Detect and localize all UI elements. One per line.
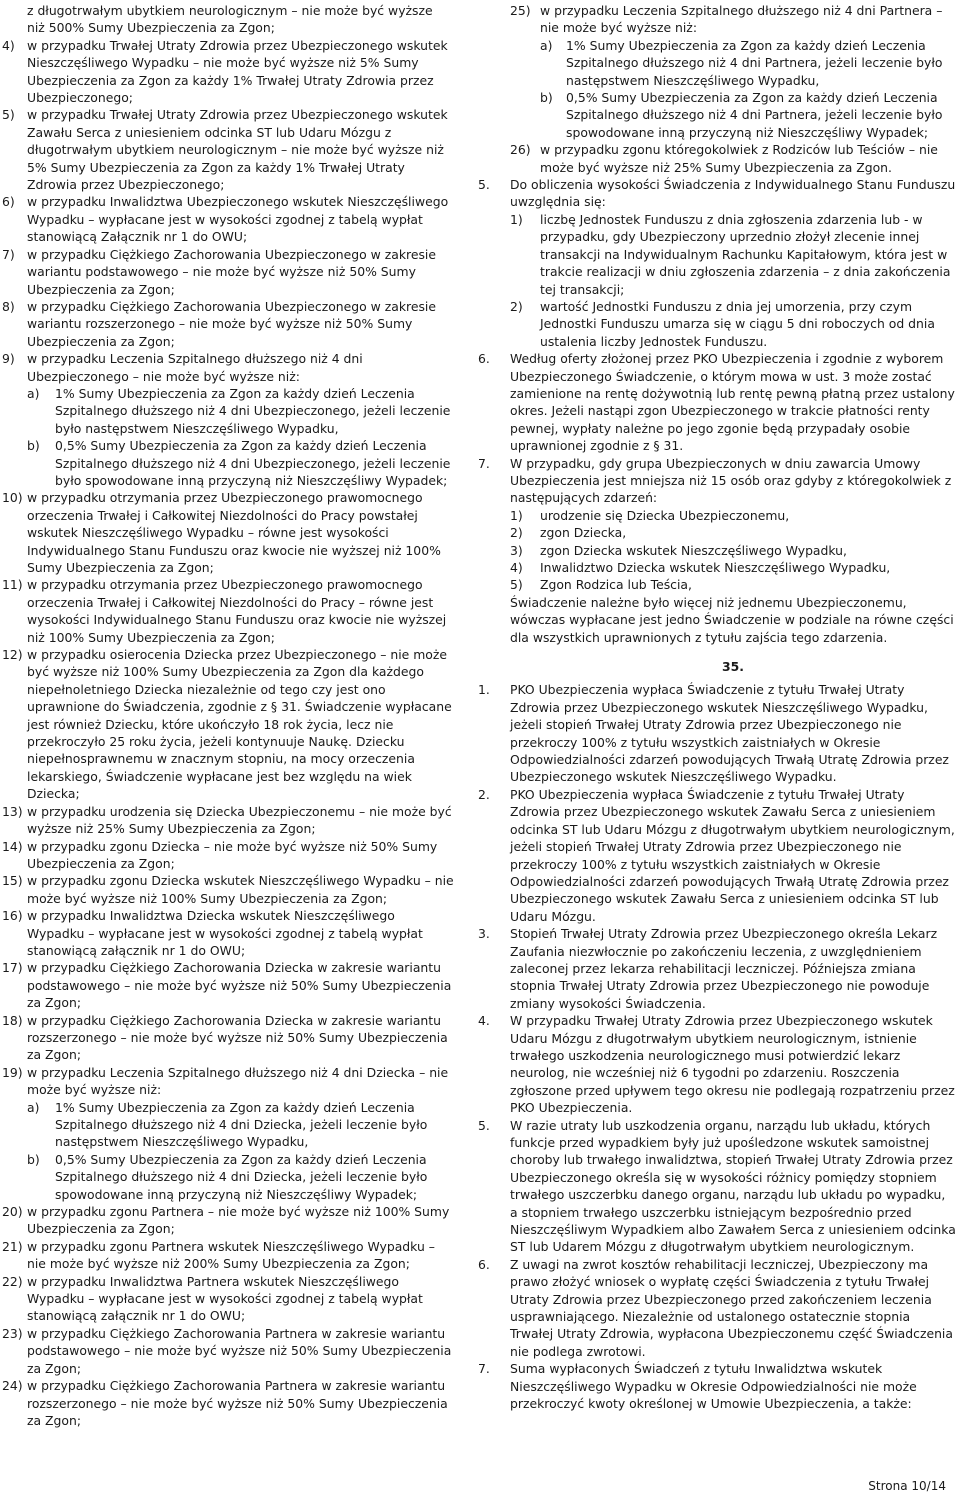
list-item bbox=[2, 489, 454, 576]
item-number: 7. bbox=[478, 1361, 490, 1377]
item-text: w przypadku zgonu Partnera wskutek Nieszczęśliwego Wypadku – nie może być wyższe niż 200% Sumy Ubezpieczenia za Zgon; bbox=[27, 1238, 435, 1272]
item-number: 5. bbox=[478, 1117, 490, 1133]
list-item bbox=[478, 211, 956, 298]
item-number: 1) bbox=[510, 507, 523, 523]
list-item bbox=[478, 176, 956, 211]
item-text: PKO Ubezpieczenia wypłaca Świadczenie z tytułu Trwałej Utraty Zdrowia przez Ubezpieczonego wskutek Nieszczęśliwego Wypadku, jeżeli stopień Trwałej Utraty Zdrowia przez Ubezpieczonego nie przekroczy 100% z tytułu wszystkich zaistniałych w Okresie Odpowiedzialności zdarzeń powodujących Trwałą Utratę Zdrowia przez Ubezpieczonego wskutek Nieszczęśliwego Wypadku. bbox=[510, 682, 949, 785]
item-number: a) bbox=[27, 385, 40, 401]
item-number: 26) bbox=[510, 142, 531, 158]
item-number: 2) bbox=[510, 298, 523, 314]
item-number: 6. bbox=[478, 351, 490, 367]
item-number: 9) bbox=[2, 351, 15, 367]
item-text: w przypadku zgonu któregokolwiek z Rodziców lub Teściów – nie może być wyższe niż 25% Sumy Ubezpieczenia za Zgon. bbox=[540, 142, 938, 175]
item-number: 6. bbox=[478, 1256, 490, 1272]
list-item bbox=[2, 576, 454, 646]
list-item bbox=[478, 576, 956, 593]
item-text: w przypadku Ciężkiego Zachorowania Ubezpieczonego w zakresie wariantu rozszerzonego – nie może być wyższe niż 50% Sumy Ubezpieczenia za Zgon; bbox=[27, 298, 436, 349]
item-number: 11) bbox=[2, 577, 23, 593]
list-item bbox=[2, 1377, 454, 1429]
item-text: w przypadku Ciężkiego Zachorowania Dziecka w zakresie wariantu podstawowego – nie może być wyższe niż 50% Sumy Ubezpieczenia za Zgon; bbox=[27, 960, 452, 1011]
item-number: b) bbox=[27, 438, 40, 454]
list-item bbox=[2, 872, 454, 907]
item-number: 3) bbox=[510, 542, 523, 558]
item-number: 25) bbox=[510, 3, 531, 18]
item-text: zgon Dziecka, bbox=[540, 525, 627, 541]
item-text: Świadczenie należne było więcej niż jednemu Ubezpieczonemu, wówczas wypłacane jest jedno Świadczenie w podziale na równe części dla wszystkich uprawnionych z tytułu zajścia tego zdarzenia. bbox=[510, 594, 954, 645]
item-number: 13) bbox=[2, 803, 23, 819]
list-item bbox=[2, 1151, 454, 1203]
item-number: 12) bbox=[2, 647, 23, 663]
item-number: 23) bbox=[2, 1325, 23, 1341]
item-text: Inwalidztwo Dziecka wskutek Nieszczęśliwego Wypadku, bbox=[540, 560, 891, 575]
list-item bbox=[478, 89, 956, 141]
item-number: 22) bbox=[2, 1273, 23, 1289]
list-item bbox=[478, 925, 956, 1012]
list-item bbox=[478, 455, 956, 507]
item-text: 0,5% Sumy Ubezpieczenia za Zgon za każdy dzień Leczenia Szpitalnego dłuższego niż 4 dni Partnera, jeżeli leczenie było spowodowane inną przyczyną niż Nieszczęśliwy Wypadek; bbox=[566, 90, 943, 140]
item-text: W razie utraty lub uszkodzenia organu, narządu lub układu, których funkcje przed wypadkiem były już upośledzone wskutek samoistnej choroby lub trwałego inwalidztwa, stopień Trwałej Utraty Zdrowia przez Ubezpieczonego określa się w wysokości różnicy pomiędzy stopniem trwałego uszczerbku danego organu, narządu lub układu po wypadku, a stopniem trwałego uszczerbku istniejącym bezpośrednio przed Nieszczęśliwym Wypadkiem albo Zawałem Serca z uniesieniem odcinka ST lub Udarem Mózgu z długotrwałym ubytkiem neurologicznym. bbox=[510, 1117, 956, 1255]
item-text: Według oferty złożonej przez PKO Ubezpieczenia i zgodnie z wyborem Ubezpieczonego Świadczenie, o którym mowa w ust. 3 może zostać zamienione na rentę dożywotnią lub rentę pewną płatną przez ustalony okres. Jeżeli nastąpi zgon Ubezpieczonego w trakcie płatności renty pewnej, wypłaty należne po jego zgonie będą przypadały osobie uprawnionej zgodnie z § 31. bbox=[510, 351, 955, 454]
item-number: 7) bbox=[2, 246, 15, 262]
item-text: Z uwagi na zwrot kosztów rehabilitacji leczniczej, Ubezpieczony ma prawo złożyć wniosek o wypłatę części Świadczenia z tytułu Trwałej Utraty Zdrowia przez Ubezpieczonego przed zakończeniem leczenia usprawniającego. Niezależnie od ustalonego ostatecznie stopnia Trwałej Utraty Zdrowia, wypłacona Ubezpieczonemu część Świadczenia nie podlega zwrotowi. bbox=[510, 1256, 953, 1359]
item-text: liczbę Jednostek Funduszu z dnia zgłoszenia zdarzenia lub - w przypadku, gdy Ubezpieczony uprzednio złożył zlecenie innej transakcji na Indywidualnym Rachunku Kapitałowym, która jest w trakcie realizacji w dniu zgłoszenia zdarzenia – z dnia zakończenia tej transakcji; bbox=[540, 211, 951, 297]
item-text: w przypadku Leczenia Szpitalnego dłuższego niż 4 dni Partnera – nie może być wyższe niż: bbox=[540, 3, 943, 36]
list-item bbox=[478, 786, 956, 925]
item-number: 5) bbox=[510, 577, 523, 593]
item-number: 16) bbox=[2, 908, 23, 924]
item-number: 3. bbox=[478, 926, 490, 942]
item-number: 4. bbox=[478, 1013, 490, 1029]
section-heading: 35. bbox=[722, 659, 744, 675]
item-number: 8) bbox=[2, 298, 15, 314]
list-item bbox=[478, 350, 956, 454]
list-item bbox=[478, 37, 956, 89]
list-item bbox=[2, 1238, 454, 1273]
list-item bbox=[2, 37, 454, 107]
left-column bbox=[2, 2, 454, 1429]
item-text: w przypadku Ciężkiego Zachorowania Ubezpieczonego w zakresie wariantu podstawowego – nie może być wyższe niż 50% Sumy Ubezpieczenia za Zgon; bbox=[27, 246, 436, 297]
list-item bbox=[2, 298, 454, 350]
list-item bbox=[2, 437, 454, 489]
item-text: Suma wypłaconych Świadczeń z tytułu Inwalidztwa wskutek Nieszczęśliwego Wypadku w Okresie Odpowiedzialności nie może przekroczyć kwoty określonej w Umowie Ubezpieczenia, a także: bbox=[510, 1361, 917, 1412]
item-number: 2. bbox=[478, 786, 490, 802]
list-item bbox=[478, 1012, 956, 1116]
item-text: urodzenie się Dziecka Ubezpieczonemu, bbox=[540, 507, 790, 523]
item-text: w przypadku Ciężkiego Zachorowania Partnera w zakresie wariantu podstawowego – nie może być wyższe niż 50% Sumy Ubezpieczenia za Zgon; bbox=[27, 1325, 452, 1376]
item-number: 21) bbox=[2, 1238, 23, 1254]
item-text: W przypadku Trwałej Utraty Zdrowia przez Ubezpieczonego wskutek Udaru Mózgu z długotrwałym ubytkiem neurologicznym, istnienie trwałego uszkodzenia neurologicznego musi potwierdzić lekarz neurolog, nie wcześniej niż 6 tygodni po zdarzeniu. Roszczenia zgłoszone przed upływem tego okresu nie podlegają rozpatrzeniu przez PKO Ubezpieczenia. bbox=[510, 1013, 955, 1116]
list-item bbox=[478, 2, 956, 37]
item-text: w przypadku Trwałej Utraty Zdrowia przez Ubezpieczonego wskutek Nieszczęśliwego Wypadku – nie może być wyższe niż 5% Sumy Ubezpieczenia za Zgon za każdy 1% Trwałej Utraty Zdrowia przez Ubezpieczonego; bbox=[27, 37, 448, 106]
right-column bbox=[478, 2, 956, 1413]
list-item bbox=[2, 106, 454, 193]
item-number: 2) bbox=[510, 525, 523, 541]
list-item bbox=[478, 507, 956, 524]
item-text: PKO Ubezpieczenia wypłaca Świadczenie z tytułu Trwałej Utraty Zdrowia przez Ubezpieczonego wskutek Zawału Serca z uniesieniem odcinka ST lub Udaru Mózgu z długotrwałym ubytkiem neurologicznym, jeżeli stopień Trwałej Utraty Zdrowia przez Ubezpieczonego nie przekroczy 100% z tytułu wszystkich zaistniałych w Okresie Odpowiedzialności zdarzeń powodujących Trwałą Utratę Zdrowia przez Ubezpieczonego wskutek Zawału Serca z uniesieniem odcinka ST lub Udaru Mózgu. bbox=[510, 786, 955, 924]
item-number: b) bbox=[27, 1151, 40, 1167]
list-item bbox=[2, 2, 454, 37]
list-item bbox=[2, 803, 454, 838]
item-text: 1% Sumy Ubezpieczenia za Zgon za każdy dzień Leczenia Szpitalnego dłuższego niż 4 dni Ubezpieczonego, jeżeli leczenie było następstwem Nieszczęśliwego Wypadku, bbox=[55, 385, 451, 436]
item-text: 0,5% Sumy Ubezpieczenia za Zgon za każdy dzień Leczenia Szpitalnego dłuższego niż 4 dni Ubezpieczonego, jeżeli leczenie było spowodowane inną przyczyną niż Nieszczęśliwy Wypadek; bbox=[55, 438, 451, 488]
list-item bbox=[478, 681, 956, 785]
item-text: Zgon Rodzica lub Teścia, bbox=[540, 577, 692, 593]
item-text: w przypadku Leczenia Szpitalnego dłuższego niż 4 dni Ubezpieczonego – nie może być wyższe niż: bbox=[27, 351, 363, 384]
list-item bbox=[2, 959, 454, 1011]
item-text: zgon Dziecka wskutek Nieszczęśliwego Wypadku, bbox=[540, 542, 847, 558]
item-text: w przypadku Ciężkiego Zachorowania Dziecka w zakresie wariantu rozszerzonego – nie może być wyższe niż 50% Sumy Ubezpieczenia za Zgon; bbox=[27, 1012, 448, 1063]
list-item bbox=[478, 594, 956, 646]
item-text: 1% Sumy Ubezpieczenia za Zgon za każdy dzień Leczenia Szpitalnego dłuższego niż 4 dni Dziecka, jeżeli leczenie było następstwem Nieszczęśliwego Wypadku, bbox=[55, 1099, 428, 1150]
list-item bbox=[478, 542, 956, 559]
item-text: W przypadku, gdy grupa Ubezpieczonych w dniu zawarcia Umowy Ubezpieczenia jest mniejsza niż 15 osób oraz gdyby z któregokolwiek z następujących zdarzeń: bbox=[510, 455, 952, 506]
list-item bbox=[2, 350, 454, 385]
item-number: 15) bbox=[2, 873, 23, 889]
item-text: Stopień Trwałej Utraty Zdrowia przez Ubezpieczonego określa Lekarz Zaufania niezwłocznie po zakończeniu leczenia, z uwzględnieniem zaleconej przez lekarza rehabilitacji leczniczej. Późniejsza zmiana stopnia Trwałej Utraty Zdrowia przez Ubezpieczonego nie powoduje zmiany wysokości Świadczenia. bbox=[510, 926, 938, 1011]
item-text: w przypadku Inwalidztwa Partnera wskutek Nieszczęśliwego Wypadku – wypłacane jest w wysokości zgodnej z tabelą wypłat stanowiącą załącznik nr 1 do OWU; bbox=[27, 1273, 423, 1324]
item-text: 0,5% Sumy Ubezpieczenia za Zgon za każdy dzień Leczenia Szpitalnego dłuższego niż 4 dni Dziecka, jeżeli leczenie było spowodowane inną przyczyną niż Nieszczęśliwy Wypadek; bbox=[55, 1151, 428, 1202]
item-number: a) bbox=[540, 37, 553, 53]
item-number: a) bbox=[27, 1099, 40, 1115]
item-text: w przypadku zgonu Dziecka wskutek Nieszczęśliwego Wypadku – nie może być wyższe niż 100% Sumy Ubezpieczenia za Zgon; bbox=[27, 873, 454, 906]
item-number: 19) bbox=[2, 1064, 23, 1080]
item-text: w przypadku Ciężkiego Zachorowania Partnera w zakresie wariantu rozszerzonego – nie może być wyższe niż 50% Sumy Ubezpieczenia za Zgon; bbox=[27, 1378, 448, 1428]
item-number: 10) bbox=[2, 490, 23, 506]
item-text: w przypadku osierocenia Dziecka przez Ubezpieczonego – nie może być wyższe niż 100% Sumy Ubezpieczenia za Zgon dla każdego niepełnoletniego Dziecka niezależnie od tego czy jest ono uprawnione do Świadczenia, zgodnie z § 31. Świadczenie wypłacane jest również Dziecku, które ukończyło 18 rok życia, lecz nie przekroczyło 25 roku życia, jeżeli kontynuuje Naukę. Dziecku niepełnosprawnemu w znacznym stopniu, na mocy orzeczenia lekarskiego, Świadczenie wypłacane jest bez względu na wiek Dziecka; bbox=[27, 647, 452, 802]
list-item bbox=[478, 141, 956, 176]
item-number: 18) bbox=[2, 1012, 23, 1028]
list-item bbox=[478, 298, 956, 350]
list-item bbox=[2, 1012, 454, 1064]
item-text: w przypadku zgonu Dziecka – nie może być wyższe niż 50% Sumy Ubezpieczenia za Zgon; bbox=[27, 838, 438, 871]
list-item bbox=[2, 1064, 454, 1099]
list-item bbox=[478, 524, 956, 541]
item-number: 1) bbox=[510, 211, 523, 227]
item-number: b) bbox=[540, 90, 553, 106]
item-text: w przypadku urodzenia się Dziecka Ubezpieczonemu – nie może być wyższe niż 25% Sumy Ubezpieczenia za Zgon; bbox=[27, 803, 452, 837]
list-item bbox=[2, 1203, 454, 1238]
list-item bbox=[2, 246, 454, 298]
list-item bbox=[2, 907, 454, 959]
item-number: 4) bbox=[2, 37, 15, 53]
page-number: Strona 10/14 bbox=[868, 1479, 946, 1493]
item-number: 4) bbox=[510, 560, 523, 575]
item-text: w przypadku otrzymania przez Ubezpieczonego prawomocnego orzeczenia Trwałej i Całkowitej Niezdolności do Pracy powstałej wskutek Nieszczęśliwego Wypadku – równe jest wysokości Indywidualnego Stanu Funduszu oraz kwocie nie wyższej niż 100% Sumy Ubezpieczenia za Zgon; bbox=[27, 490, 441, 575]
item-number: 17) bbox=[2, 960, 23, 976]
item-number: 20) bbox=[2, 1204, 23, 1220]
list-item bbox=[478, 1117, 956, 1256]
item-number: 1. bbox=[478, 682, 490, 698]
item-text: w przypadku Inwalidztwa Dziecka wskutek Nieszczęśliwego Wypadku – wypłacane jest w wysokości zgodnej z tabelą wypłat stanowiącą załącznik nr 1 do OWU; bbox=[27, 908, 423, 958]
item-number: 5) bbox=[2, 107, 15, 123]
item-number: 14) bbox=[2, 838, 23, 854]
list-item bbox=[2, 646, 454, 803]
item-text: Do obliczenia wysokości Świadczenia z Indywidualnego Stanu Funduszu uwzględnia się: bbox=[510, 177, 956, 210]
item-number: 5. bbox=[478, 177, 490, 193]
item-number: 6) bbox=[2, 194, 15, 210]
list-item bbox=[2, 1325, 454, 1377]
item-number: 7. bbox=[478, 455, 490, 471]
list-item bbox=[2, 1099, 454, 1151]
list-item bbox=[478, 559, 956, 576]
list-item bbox=[478, 1360, 956, 1412]
item-number: 24) bbox=[2, 1378, 23, 1394]
item-text: w przypadku zgonu Partnera – nie może być wyższe niż 100% Sumy Ubezpieczenia za Zgon; bbox=[27, 1204, 450, 1237]
item-text: w przypadku otrzymania przez Ubezpieczonego prawomocnego orzeczenia Trwałej i Całkowitej Niezdolności do Pracy – równe jest wysokości Indywidualnego Stanu Funduszu oraz kwocie nie wyższej niż 100% Sumy Ubezpieczenia za Zgon; bbox=[27, 577, 447, 645]
item-text: 1% Sumy Ubezpieczenia za Zgon za każdy dzień Leczenia Szpitalnego dłuższego niż 4 dni Partnera, jeżeli leczenie było następstwem Nieszczęśliwego Wypadku, bbox=[566, 37, 943, 88]
list-item bbox=[2, 193, 454, 245]
item-text: w przypadku Leczenia Szpitalnego dłuższego niż 4 dni Dziecka – nie może być wyższe niż: bbox=[27, 1064, 449, 1098]
item-text: wartość Jednostki Funduszu z dnia jej umorzenia, przy czym Jednostki Funduszu umarza się w ciągu 5 dni roboczych od dnia ustalenia liczby Jednostek Funduszu. bbox=[540, 298, 935, 349]
list-item bbox=[2, 1273, 454, 1325]
item-text: z długotrwałym ubytkiem neurologicznym – nie może być wyższe niż 500% Sumy Ubezpieczenia za Zgon; bbox=[27, 3, 433, 36]
list-item bbox=[2, 838, 454, 873]
item-text: w przypadku Inwalidztwa Ubezpieczonego wskutek Nieszczęśliwego Wypadku – wypłacane jest w wysokości zgodnej z tabelą wypłat stanowiącą Załącznik nr 1 do OWU; bbox=[27, 194, 449, 245]
list-item bbox=[2, 385, 454, 437]
item-text: w przypadku Trwałej Utraty Zdrowia przez Ubezpieczonego wskutek Zawału Serca z uniesieniem odcinka ST lub Udaru Mózgu z długotrwałym ubytkiem neurologicznym – nie może być wyższe niż 5% Sumy Ubezpieczenia za Zgon za każdy 1% Trwałej Utraty Zdrowia przez Ubezpieczonego; bbox=[27, 107, 448, 193]
list-item bbox=[478, 1256, 956, 1360]
